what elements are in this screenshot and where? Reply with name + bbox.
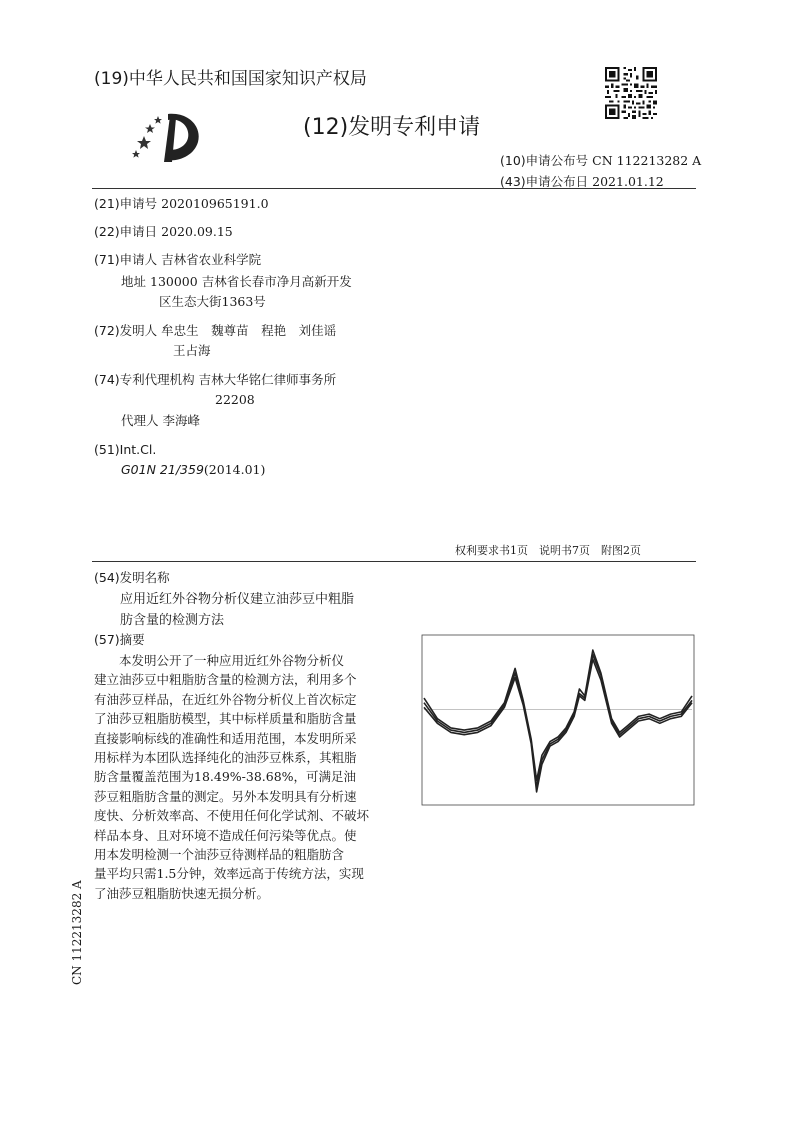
int-cl-year: (2014.01) bbox=[203, 462, 266, 477]
patent-agency bbox=[94, 370, 336, 390]
applicant bbox=[94, 250, 261, 270]
title-label: (54)发明名称 bbox=[94, 570, 170, 585]
spectrum-line-3 bbox=[424, 659, 692, 792]
pub-no-label: (10)申请公布号 bbox=[500, 153, 589, 168]
abstract-line: 度快、分析效率高、不使用任何化学试剂、不破坏 bbox=[94, 808, 370, 824]
abstract-divider bbox=[92, 561, 696, 562]
side-publication-number: CN 112213282 A bbox=[70, 880, 84, 985]
inventors-line-1: 牟忠生 魏尊苗 程艳 刘佳谣 bbox=[161, 323, 337, 338]
abstract-line: 了油莎豆粗脂肪模型，其中标样质量和脂肪含量 bbox=[94, 711, 357, 727]
agent-value: 李海峰 bbox=[162, 413, 201, 428]
agent-label: 代理人 bbox=[121, 413, 159, 428]
agent bbox=[121, 411, 200, 431]
app-date-value: 2020.09.15 bbox=[161, 224, 233, 239]
int-cl-label: (51)Int.Cl. bbox=[94, 442, 157, 457]
app-no-label: (21)申请号 bbox=[94, 196, 158, 211]
cnipa-logo bbox=[130, 106, 206, 166]
abstract-line: 量平均只需1.5分钟，效率远高于传统方法，实现 bbox=[94, 866, 364, 882]
abstract-line: 本发明公开了一种应用近红外谷物分析仪 bbox=[119, 653, 345, 668]
abstract-line: 建立油莎豆中粗脂肪含量的检测方法，利用多个 bbox=[94, 672, 357, 688]
abstract-label: (57)摘要 bbox=[94, 632, 145, 647]
abstract-line: 肪含量覆盖范围为18.49%-38.68%，可满足油 bbox=[94, 769, 357, 785]
abstract-line: 了油莎豆粗脂肪快速无损分析。 bbox=[94, 885, 270, 901]
page-counts: 权利要求书1页 说明书7页 附图2页 bbox=[455, 544, 641, 557]
document-type: (12)发明专利申请 bbox=[303, 115, 481, 140]
abstract-line: 直接影响标线的准确性和适用范围，本发明所采 bbox=[94, 730, 357, 746]
invention-title-line-1: 应用近红外谷物分析仪建立油莎豆中粗脂 bbox=[120, 592, 355, 607]
invention-title-line-2: 肪含量的检测方法 bbox=[120, 613, 225, 628]
app-no-value: 202010965191.0 bbox=[161, 196, 269, 211]
int-cl bbox=[121, 460, 265, 480]
inventors-line-2: 王占海 bbox=[173, 343, 211, 358]
address bbox=[121, 272, 352, 292]
app-date-label: (22)申请日 bbox=[94, 224, 158, 239]
agency-code: 22208 bbox=[215, 392, 255, 407]
pub-no-value: CN 112213282 A bbox=[592, 153, 702, 168]
pub-date-label: (43)申请公布日 bbox=[500, 174, 589, 189]
qr-code bbox=[605, 67, 657, 119]
abstract-line: 莎豆粗脂肪含量的测定。另外本发明具有分析速 bbox=[94, 788, 357, 804]
agency-value: 吉林大华铭仁律师事务所 bbox=[198, 372, 337, 387]
inventors-label: (72)发明人 bbox=[94, 323, 158, 338]
address-line-1: 130000 吉林省长春市净月高新开发 bbox=[150, 274, 352, 289]
int-cl-code: G01N 21/359 bbox=[121, 462, 204, 477]
applicant-label: (71)申请人 bbox=[94, 252, 158, 267]
abstract-line: 用本发明检测一个油莎豆待测样品的粗脂肪含 bbox=[94, 847, 345, 863]
spectra-chart bbox=[418, 631, 698, 811]
abstract-line: 样品本身、且对环境不造成任何污染等优点。使 bbox=[94, 827, 357, 843]
address-line-2: 区生态大街1363号 bbox=[159, 294, 266, 309]
abstract-line: 有油莎豆样品，在近红外谷物分析仪上首次标定 bbox=[94, 691, 357, 707]
header-divider bbox=[92, 188, 696, 189]
spectrum-line-2 bbox=[424, 650, 692, 780]
abstract-text bbox=[94, 651, 410, 903]
address-label: 地址 bbox=[121, 274, 147, 289]
applicant-value: 吉林省农业科学院 bbox=[161, 252, 262, 267]
agency-label: (74)专利代理机构 bbox=[94, 372, 195, 387]
application-date bbox=[94, 222, 233, 242]
inventors bbox=[94, 321, 336, 341]
spectrum-line-1 bbox=[424, 655, 692, 788]
publication-number bbox=[500, 151, 701, 169]
pub-date-value: 2021.01.12 bbox=[592, 174, 664, 189]
abstract-line: 用标样为本团队选择纯化的油莎豆株系，其粗脂 bbox=[94, 750, 357, 766]
application-number bbox=[94, 194, 269, 214]
office-name: (19)中华人民共和国国家知识产权局 bbox=[94, 69, 367, 89]
